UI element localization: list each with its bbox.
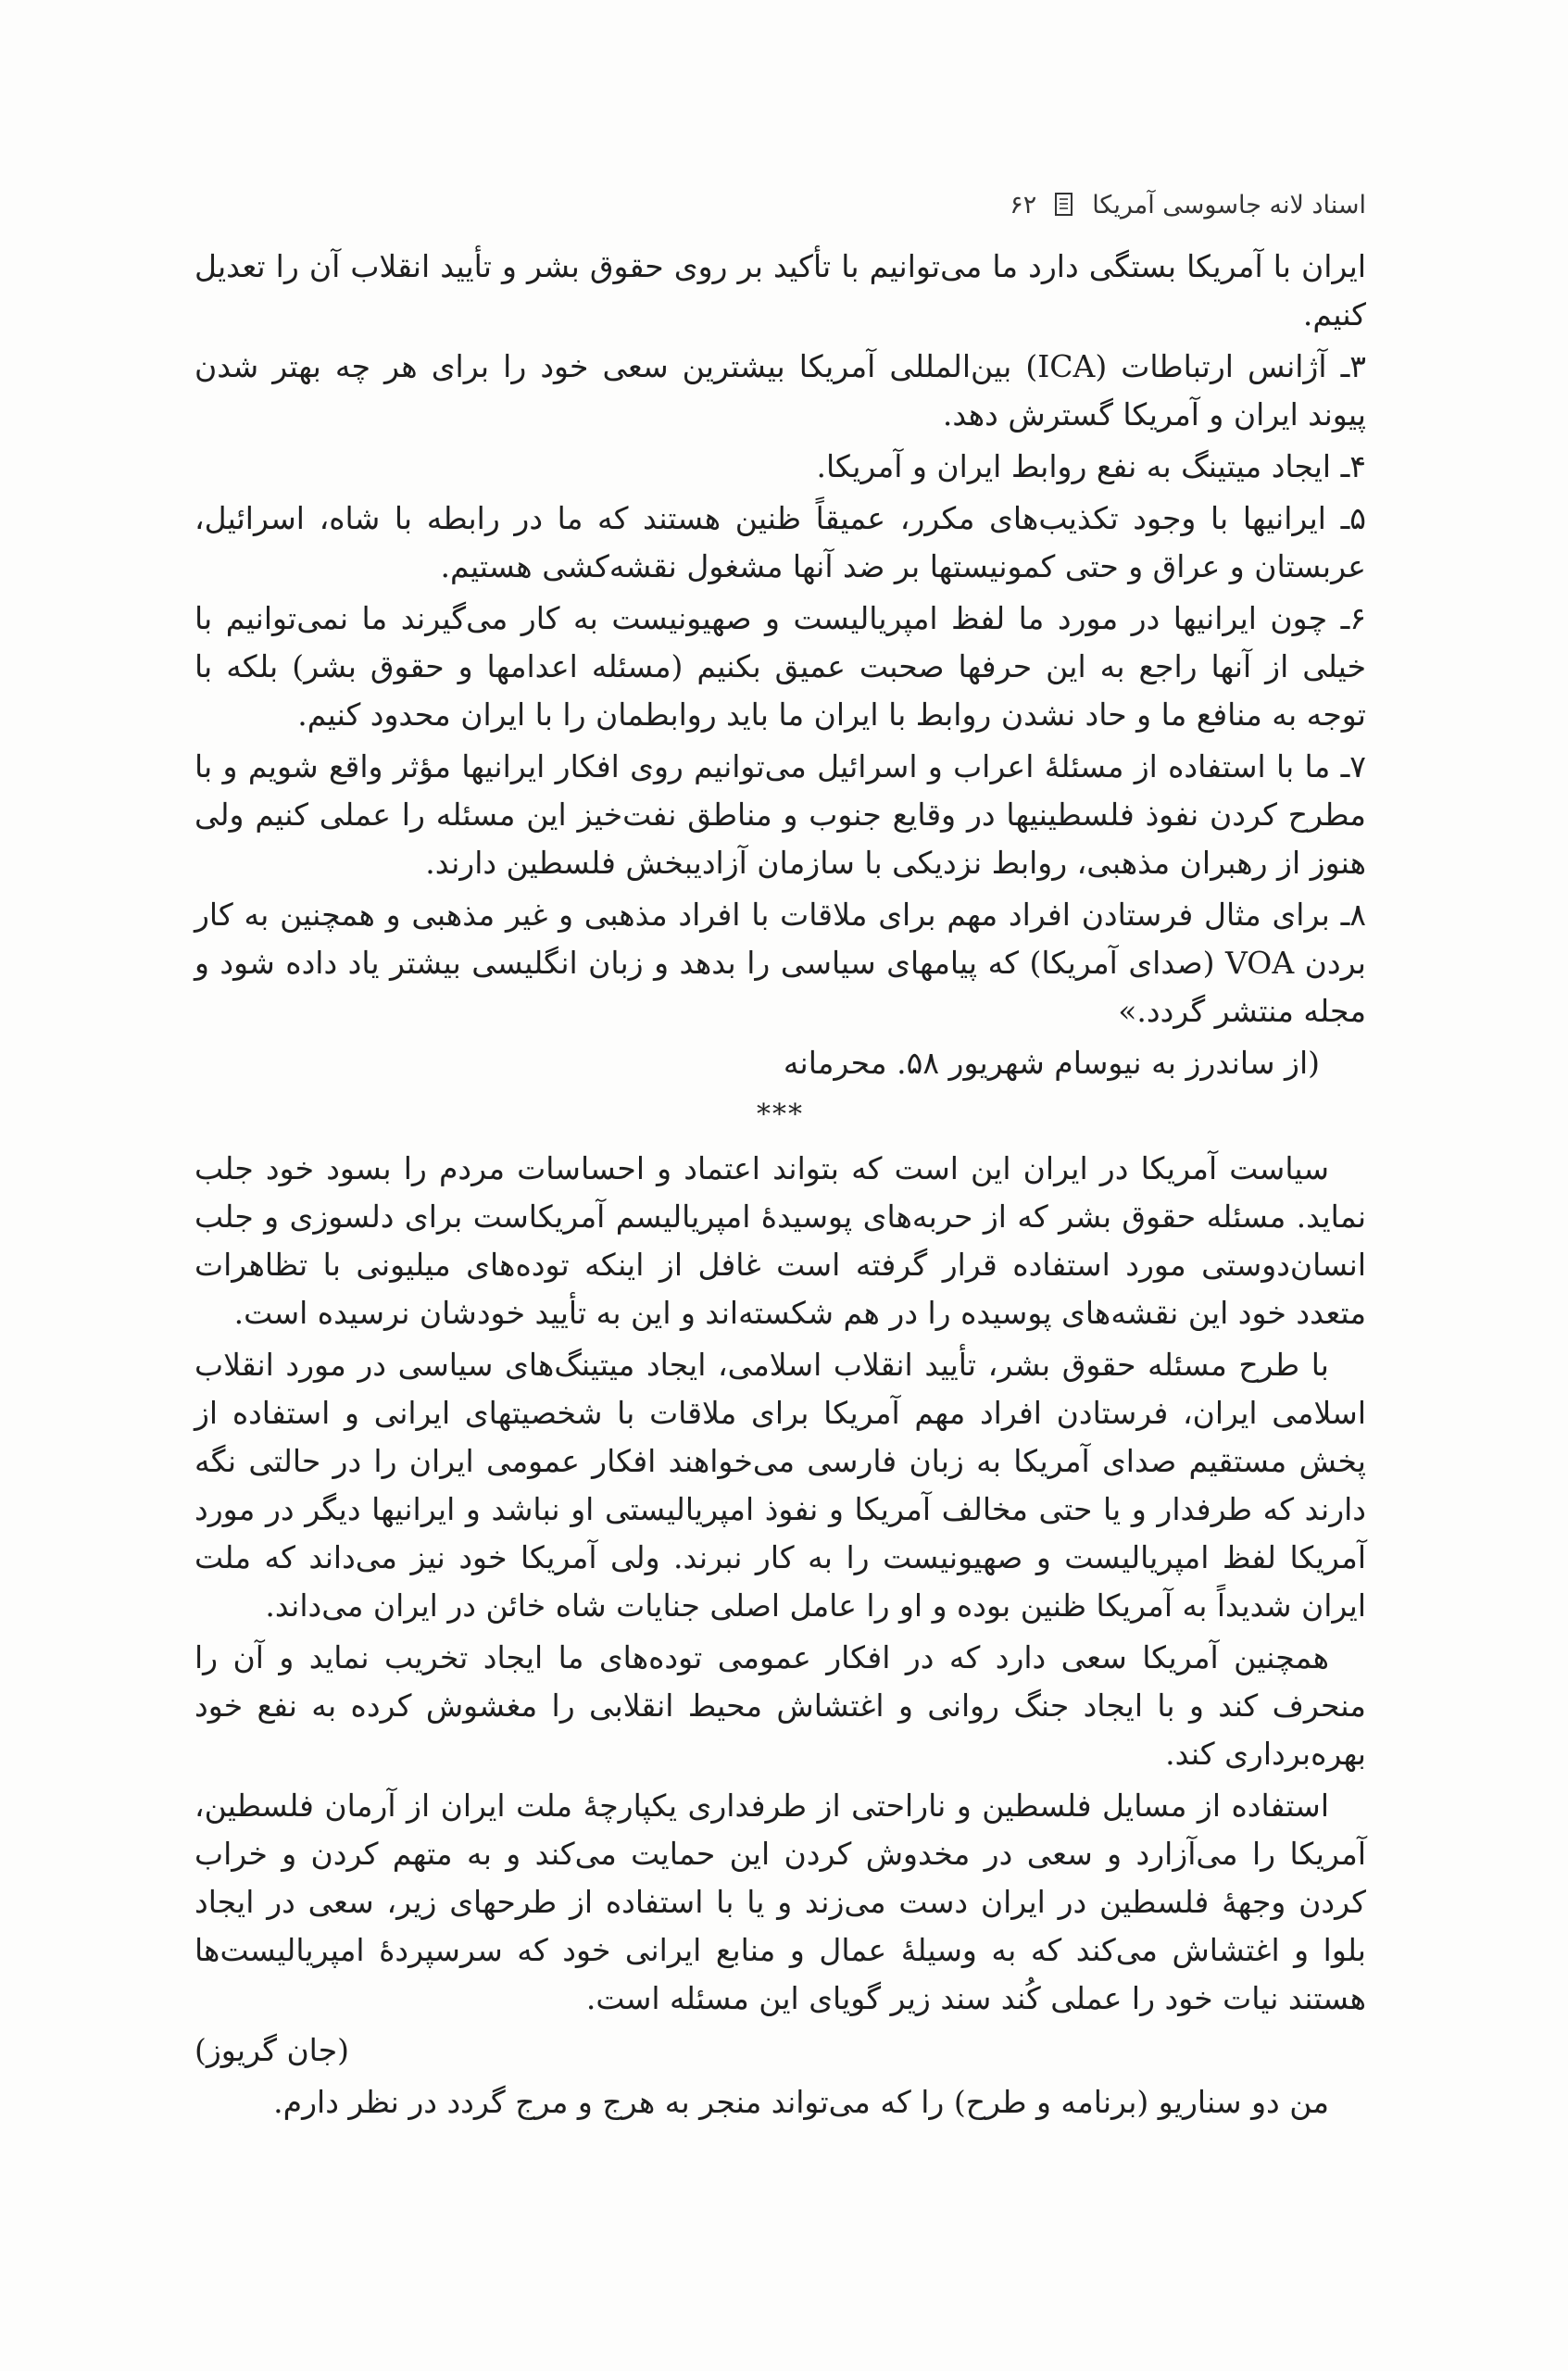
page-number: ۶۲ — [1010, 190, 1037, 220]
running-header — [199, 182, 1366, 228]
list-item: ۵ـ ایرانیها با وجود تکذیب‌های مکرر، عمیقاً ظنین هستند که ما در رابطه با شاه، اسرائیل، عربستان و عراق و حتی کمونیستها بر ضد آنها مشغول نقشه‌کشی هستیم. — [194, 500, 1366, 584]
body-paragraph: استفاده از مسایل فلسطین و ناراحتی از طرفداری یکپارچهٔ ملت ایران از آرمان فلسطین، آمریکا را می‌آزارد و سعی در مخدوش کردن این حمایت می‌کند و به متهم کردن و خراب کردن وجههٔ فلسطین در ایران دست می‌زند و یا با استفاده از طرحهای زیر، سعی در ایجاد بلوا و اغتشاش می‌کند که به وسیلهٔ عمال و منابع ایرانی خود که سرسپردهٔ امپریالیست‌ها هستند نیات خود را عملی کُند سند زیر گویای این مسئله است. — [194, 1788, 1366, 2016]
list-item: ۷ـ ما با استفاده از مسئلهٔ اعراب و اسرائیل می‌توانیم روی افکار ایرانیها مؤثر واقع شویم و با مطرح کردن نفوذ فلسطینیها در وقایع جنوب و مناطق نفت‌خیز این مسئله را عملی کنیم ولی هنوز از رهبران مذهبی، روابط نزدیکی با سازمان آزادیبخش فلسطین دارند. — [194, 748, 1366, 881]
signature: (جان گریوز) — [194, 2032, 350, 2068]
body-paragraph: همچنین آمریکا سعی دارد که در افکار عمومی توده‌های ما ایجاد تخریب نماید و آن را منحرف کند و با ایجاد جنگ روانی و اغتشاش محیط انقلابی را مغشوش کرده به نفع خود بهره‌برداری کند. — [194, 1639, 1366, 1772]
body-paragraph: سیاست آمریکا در ایران این است که بتواند اعتماد و احساسات مردم را بسود خود جلب نماید. مسئله حقوق بشر که از حربه‌های پوسیدهٔ امپریالیسم آمریکاست برای دلسوزی و جلب انسان‌دوستی مورد استفاده قرار گرفته است غافل از اینکه توده‌های میلیونی با تظاهرات متعدد خود این نقشه‌های پوسیده را در هم شکسته‌اند و این به تأیید خودشان نرسیده است. — [194, 1150, 1366, 1331]
attribution: (از ساندرز به نیوسام شهریور ۵۸. محرمانه — [783, 1045, 1320, 1081]
list-item: ۶ـ چون ایرانیها در مورد ما لفظ امپریالیست و صهیونیست به کار می‌گیرند ما نمی‌توانیم با خیلی از آنها راجع به این حرفها صحبت عمیق بکنیم (مسئله اعدامها و حقوق بشر) بلکه با توجه به منافع ما و حاد نشدن روابط با ایران ما باید روابطمان را با ایران محدود کنیم. — [194, 600, 1366, 733]
list-item: ۳ـ آژانس ارتباطات (ICA) بین‌المللی آمریکا بیشترین سعی خود را برای هر چه بهتر شدن پیوند ایران و آمریکا گسترش دهد. — [194, 348, 1366, 433]
book-icon — [1053, 192, 1075, 218]
signature-line — [194, 2026, 1366, 2075]
book-title: اسناد لانه جاسوسی آمریکا — [1092, 190, 1366, 220]
page-body — [194, 243, 1366, 2130]
list-item: ۸ـ برای مثال فرستادن افراد مهم برای ملاقات با افراد مذهبی و غیر مذهبی و همچنین به کار بردن VOA (صدای آمریکا) که پیامهای سیاسی را بدهد و زبان انگلیسی بیشتر یاد داده شود و مجله منتشر گردد.» — [194, 897, 1366, 1029]
list-item: ۴ـ ایجاد میتینگ به نفع روابط ایران و آمریکا. — [816, 448, 1366, 484]
intro-paragraph: ایران با آمریکا بستگی دارد ما می‌توانیم با تأکید بر روی حقوق بشر و تأیید انقلاب آن را تعدیل کنیم. — [194, 248, 1366, 332]
final-paragraph: من دو سناریو (برنامه و طرح) را که می‌تواند منجر به هرج و مرج گردد در نظر دارم. — [273, 2084, 1329, 2120]
body-paragraph: با طرح مسئله حقوق بشر، تأیید انقلاب اسلامی، ایجاد میتینگ‌های سیاسی در مورد انقلاب اسلامی ایران، فرستادن افراد مهم آمریکا برای ملاقات با شخصیتهای ایرانی و استفاده از پخش مستقیم صدای آمریکا به زبان فارسی می‌خواهند افکار عمومی ایران را در حالتی نگه دارند که طرفدار و یا حتی مخالف آمریکا و نفوذ امپریالیستی او نباشد و ایرانیها دیگر در مورد آمریکا لفظ امپریالیست و صهیونیست را به کار نبرند. ولی آمریکا خود نیز می‌داند که ملت ایران شدیداً به آمریکا ظنین بوده و او را عامل اصلی جنایات شاه خائن در ایران می‌داند. — [194, 1347, 1366, 1624]
section-separator: *** — [757, 1098, 804, 1131]
